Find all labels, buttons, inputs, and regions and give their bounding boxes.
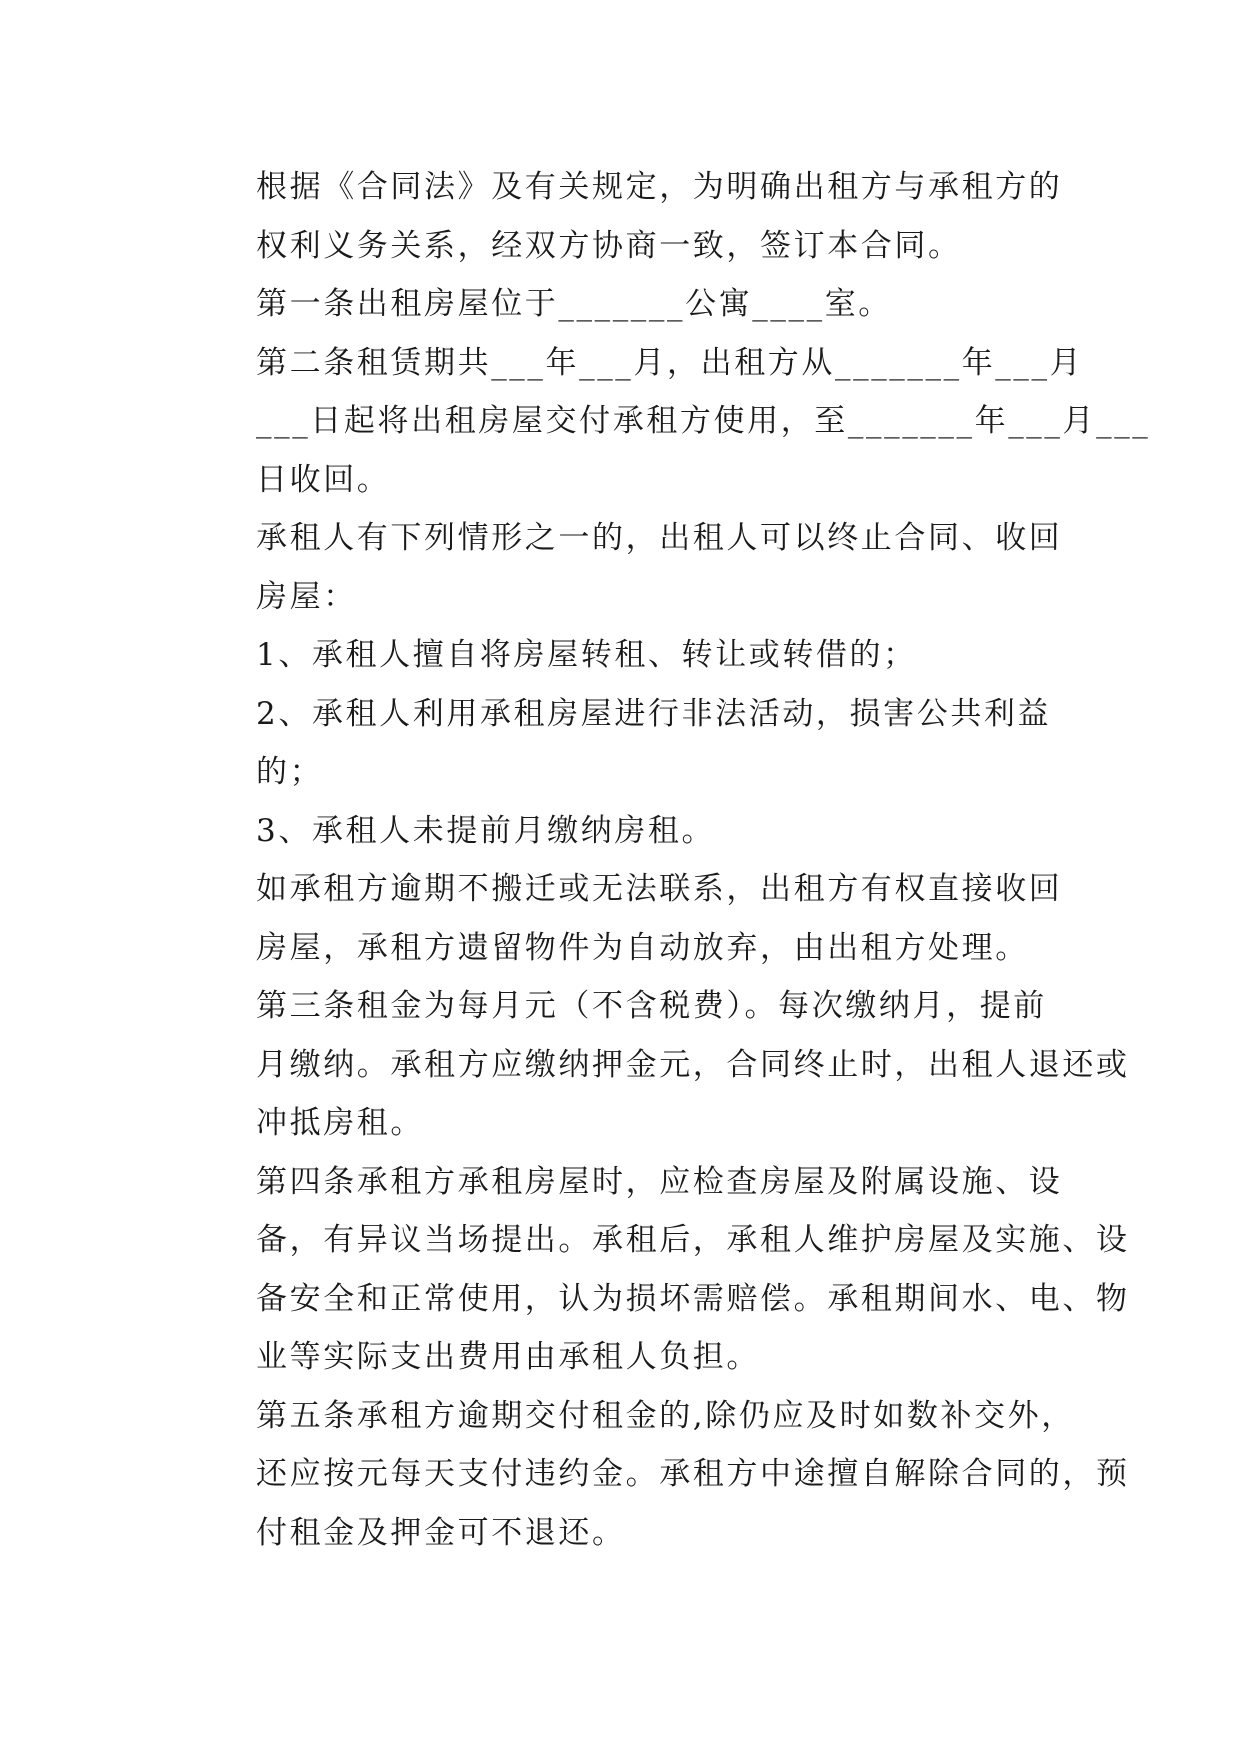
list-item-2 bbox=[190, 685, 1050, 802]
text-line: ___日起将出租房屋交付承租方使用，至_______年___月___ bbox=[256, 403, 1151, 439]
text-line: 月缴纳。承租方应缴纳押金元，合同终止时，出租人退还或 bbox=[256, 1046, 1130, 1083]
text-line: 1、承租人擅自将房屋转租、转让或转借的； bbox=[256, 637, 917, 673]
text-line: 第五条承租方逾期交付租金的,除仍应及时如数补交外， bbox=[256, 1397, 1075, 1434]
text-line: 还应按元每天支付违约金。承租方中途擅自解除合同的，预 bbox=[256, 1456, 1130, 1492]
text-line: 承租人有下列情形之一的，出租人可以终止合同、收回 bbox=[256, 520, 1063, 556]
paragraph-article-3 bbox=[190, 977, 1130, 1153]
text-line: 房屋： bbox=[256, 578, 357, 615]
text-line: 3、承租人未提前月缴纳房租。 bbox=[256, 812, 716, 849]
text-line: 业等实际支出费用由承租人负担。 bbox=[256, 1339, 760, 1375]
text-line: 冲抵房租。 bbox=[256, 1105, 424, 1141]
paragraph-preamble bbox=[190, 158, 1063, 275]
text-line: 第四条承租方承租房屋时，应检查房屋及附属设施、设 bbox=[256, 1163, 1063, 1200]
text-line: 2、承租人利用承租房屋进行非法活动，损害公共利益 bbox=[256, 695, 1052, 732]
contract-body bbox=[190, 158, 1151, 1562]
paragraph-article-1 bbox=[190, 275, 1050, 334]
text-line: 第三条租金为每月元（不含税费）。每次缴纳月，提前 bbox=[256, 988, 1047, 1024]
text-line: 第二条租赁期共___年___月，出租方从_______年___月 bbox=[256, 344, 1084, 381]
paragraph-article-5 bbox=[190, 1387, 1130, 1563]
paragraph-overdue-move bbox=[190, 860, 1063, 977]
text-line: 根据《合同法》及有关规定，为明确出租方与承租方的 bbox=[256, 169, 1063, 205]
text-line: 权利义务关系，经双方协商一致，签订本合同。 bbox=[256, 227, 962, 264]
paragraph-termination-intro bbox=[190, 509, 1063, 626]
list-item-3 bbox=[190, 802, 1050, 861]
text-line: 如承租方逾期不搬迁或无法联系，出租方有权直接收回 bbox=[256, 871, 1063, 907]
text-line: 的； bbox=[256, 754, 324, 790]
text-line: 付租金及押金可不退还。 bbox=[256, 1514, 626, 1551]
text-line: 日收回。 bbox=[256, 461, 391, 498]
text-line: 第一条出租房屋位于_______公寓____室。 bbox=[256, 286, 892, 322]
text-line: 备，有异议当场提出。承租后，承租人维护房屋及实施、设 bbox=[256, 1222, 1130, 1258]
text-line: 房屋，承租方遗留物件为自动放弃，由出租方处理。 bbox=[256, 929, 1029, 966]
paragraph-article-4 bbox=[190, 1153, 1130, 1387]
paragraph-article-2 bbox=[190, 334, 1151, 510]
list-item-1 bbox=[190, 626, 1050, 685]
text-line: 备安全和正常使用，认为损坏需赔偿。承租期间水、电、物 bbox=[256, 1280, 1130, 1317]
